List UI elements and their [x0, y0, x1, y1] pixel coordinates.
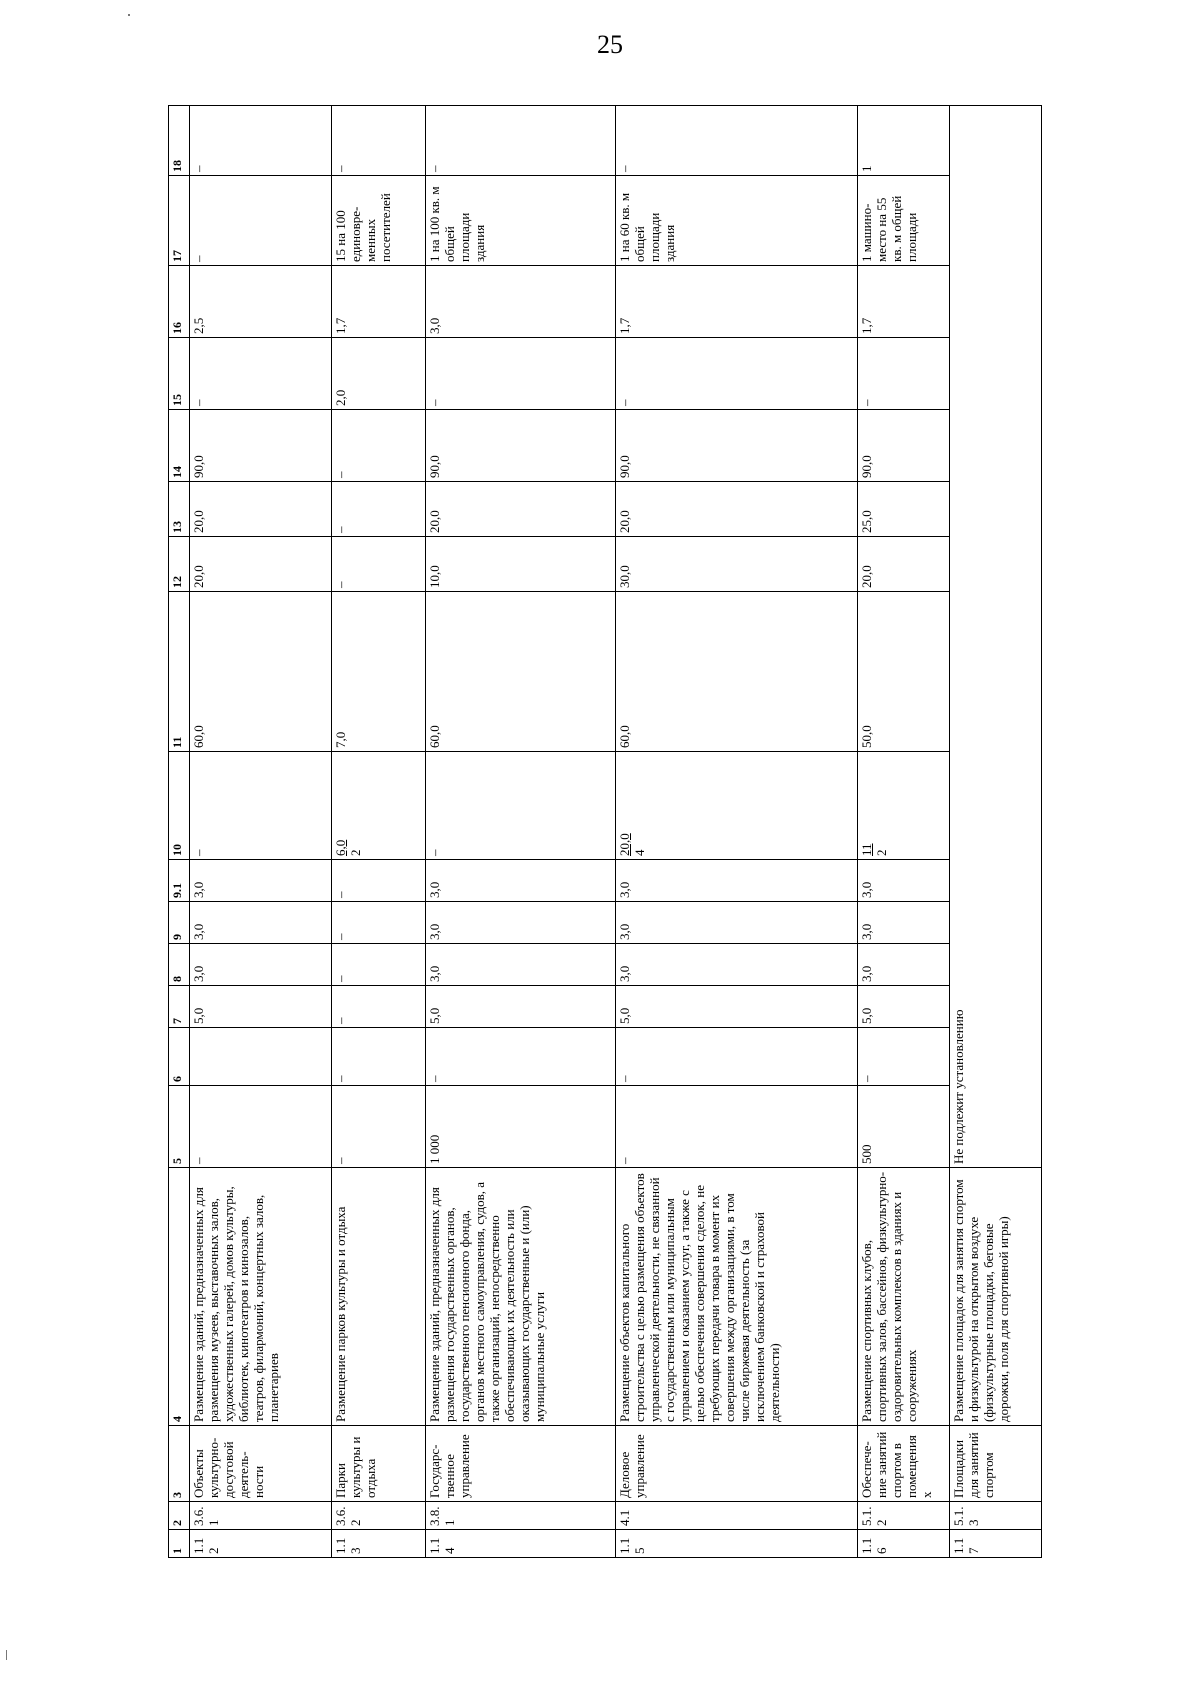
cell-col-14: 90,0: [616, 410, 858, 482]
cell-col-8: 3,0: [858, 944, 950, 986]
row-number: 1.16: [858, 1530, 950, 1558]
cell-col-8: 3,0: [616, 944, 858, 986]
cell-col-9-1: 3,0: [426, 860, 616, 902]
table-row: [426, 106, 616, 1558]
cell-col-7: –: [332, 986, 426, 1028]
cell-col-9: 3,0: [616, 902, 858, 944]
column-header: 18: [169, 106, 190, 176]
cell-col-10: [858, 752, 950, 860]
cell-col-9-1: 3,0: [616, 860, 858, 902]
column-header: 12: [169, 537, 190, 592]
column-header: 5: [169, 1086, 190, 1168]
cell-col-6: –: [858, 1028, 950, 1086]
cell-col-18: –: [190, 106, 332, 176]
cell-col-10-top: 6,0: [333, 839, 348, 856]
cell-col-9-1: 3,0: [190, 860, 332, 902]
table-row: [950, 106, 1042, 1558]
cell-col-14: –: [332, 410, 426, 482]
cell-col-12: 30,0: [616, 537, 858, 592]
cell-col-15: –: [426, 338, 616, 410]
column-header: 16: [169, 266, 190, 338]
cell-col-6: –: [332, 1028, 426, 1086]
cell-col-10-top: –: [427, 849, 442, 856]
table-row: [858, 106, 950, 1558]
cell-col-18: –: [616, 106, 858, 176]
rotated-table-container: [168, 106, 1098, 1558]
row-number: 1.14: [426, 1530, 616, 1558]
use-name: Парки культуры и отдыха: [332, 1426, 426, 1502]
cell-col-11: 60,0: [426, 592, 616, 752]
cell-col-9: –: [332, 902, 426, 944]
cell-col-8: 3,0: [190, 944, 332, 986]
cell-col-17: –: [190, 176, 332, 266]
table-row: [616, 106, 858, 1558]
cell-col-10-top: 11: [859, 843, 874, 856]
cell-col-17: 1 машино-место на 55 кв. м общей площади: [858, 176, 950, 266]
use-description: Размещение спортивных клубов, спортивных залов, бассейнов, физкультурно-оздоровительных комплексов в зданиях и сооружениях: [858, 1168, 950, 1426]
column-header: 3: [169, 1426, 190, 1502]
cell-col-14: 90,0: [190, 410, 332, 482]
cell-col-18: –: [332, 106, 426, 176]
regulations-table: [168, 105, 1042, 1558]
cell-col-8: –: [332, 944, 426, 986]
cell-col-11: 7,0: [332, 592, 426, 752]
row-number: 1.15: [616, 1530, 858, 1558]
cell-col-7: 5,0: [616, 986, 858, 1028]
cell-col-7: 5,0: [190, 986, 332, 1028]
cell-col-10-top: 20,0: [617, 833, 632, 856]
use-name: Объекты культурно-досуговой деятель-ности: [190, 1426, 332, 1502]
cell-col-17: 15 на 100 единовре-менных посетителей: [332, 176, 426, 266]
cell-col-5: –: [332, 1086, 426, 1168]
cell-col-12: 20,0: [190, 537, 332, 592]
zone-code: 5.1.2: [858, 1502, 950, 1530]
cell-col-16: 2,5: [190, 266, 332, 338]
cell-col-10-bottom: 2: [348, 849, 363, 856]
cell-col-5: 500: [858, 1086, 950, 1168]
cell-col-11: 60,0: [616, 592, 858, 752]
zone-code: 3.6.1: [190, 1502, 332, 1530]
column-header: 9: [169, 902, 190, 944]
row-number: 1.12: [190, 1530, 332, 1558]
cell-col-5: 1 000: [426, 1086, 616, 1168]
cell-col-6: –: [616, 1028, 858, 1086]
zone-code: 5.1.3: [950, 1502, 1042, 1530]
cell-col-15: –: [858, 338, 950, 410]
column-header: 6: [169, 1028, 190, 1086]
column-header: 2: [169, 1502, 190, 1530]
cell-col-12: –: [332, 537, 426, 592]
column-header: 10: [169, 752, 190, 860]
cell-col-16: 3,0: [426, 266, 616, 338]
cell-col-7: 5,0: [426, 986, 616, 1028]
cell-col-17: 1 на 100 кв. м общей площади здания: [426, 176, 616, 266]
column-header: 11: [169, 592, 190, 752]
cell-col-5: –: [190, 1086, 332, 1168]
use-name: Деловое управление: [616, 1426, 858, 1502]
page-number: 25: [597, 30, 623, 59]
column-header: 9.1: [169, 860, 190, 902]
cell-col-10: [616, 752, 858, 860]
column-header: 7: [169, 986, 190, 1028]
zone-code: 4.1: [616, 1502, 858, 1530]
use-name: Обеспече-ние занятий спортом в помещениях: [858, 1426, 950, 1502]
cell-col-10: [332, 752, 426, 860]
cell-col-17: 1 на 60 кв. м общей площади здания: [616, 176, 858, 266]
use-name: Площадки для занятий спортом: [950, 1426, 1042, 1502]
row-number: 1.17: [950, 1530, 1042, 1558]
cell-col-10-top: –: [191, 849, 206, 856]
column-header: 1: [169, 1530, 190, 1558]
cell-col-13: 25,0: [858, 482, 950, 537]
use-description: Размещение парков культуры и отдыха: [332, 1168, 426, 1426]
use-description: Размещение объектов капитального строительства с целью размещения объектов управленческой деятельности, не связанной с государственным или муниципальным управлением и оказанием услуг, а также с целью обеспечения совершения сделок, не требующих передачи товара в момент их совершения между организациями, в том числе биржевая деятельность (за исключением банковской и страховой деятельности): [616, 1168, 858, 1426]
cell-col-13: 20,0: [190, 482, 332, 537]
cell-col-16: 1,7: [616, 266, 858, 338]
cell-col-14: 90,0: [858, 410, 950, 482]
cell-col-18: –: [426, 106, 616, 176]
cell-col-12: 20,0: [858, 537, 950, 592]
cell-col-9-1: –: [332, 860, 426, 902]
column-header: 13: [169, 482, 190, 537]
column-header: 17: [169, 176, 190, 266]
scan-speck: [6, 1650, 7, 1660]
column-header: 8: [169, 944, 190, 986]
column-header: 15: [169, 338, 190, 410]
cell-col-15: 2,0: [332, 338, 426, 410]
cell-col-10: [426, 752, 616, 860]
cell-col-8: 3,0: [426, 944, 616, 986]
use-description: Размещение зданий, предназначенных для размещения музеев, выставочных залов, художественных галерей, домов культуры, библиотек, кинотеатров и кинозалов, театров, филармоний, концертных залов, планетариев: [190, 1168, 332, 1426]
cell-col-13: 20,0: [616, 482, 858, 537]
cell-col-13: –: [332, 482, 426, 537]
cell-col-12: 10,0: [426, 537, 616, 592]
cell-col-11: 50,0: [858, 592, 950, 752]
cell-col-16: 1,7: [858, 266, 950, 338]
cell-col-10-bottom: 4: [632, 849, 647, 856]
cell-col-11: 60,0: [190, 592, 332, 752]
table-row: [190, 106, 332, 1558]
cell-col-15: –: [190, 338, 332, 410]
scan-speck: [128, 14, 130, 16]
cell-col-7: 5,0: [858, 986, 950, 1028]
table-header-row: [169, 106, 190, 1558]
cell-col-9: 3,0: [190, 902, 332, 944]
cell-col-13: 20,0: [426, 482, 616, 537]
cell-col-6: [190, 1028, 332, 1086]
zone-code: 3.8.1: [426, 1502, 616, 1530]
cell-col-10-bottom: 2: [874, 849, 889, 856]
cell-col-9-1: 3,0: [858, 860, 950, 902]
column-header: 14: [169, 410, 190, 482]
column-header: 4: [169, 1168, 190, 1426]
not-subject-to-establishment: Не подлежит установлению: [950, 106, 1042, 1168]
cell-col-9: 3,0: [858, 902, 950, 944]
row-number: 1.13: [332, 1530, 426, 1558]
cell-col-5: –: [616, 1086, 858, 1168]
cell-col-10: [190, 752, 332, 860]
cell-col-6: –: [426, 1028, 616, 1086]
use-name: Государс-твенное управление: [426, 1426, 616, 1502]
cell-col-15: –: [616, 338, 858, 410]
use-description: Размещение зданий, предназначенных для размещения государственных органов, государственного пенсионного фонда, органов местного самоуправления, судов, а также организаций, непосредственно обеспечивающих их деятельность или оказывающих государственные и (или) муниципальные услуги: [426, 1168, 616, 1426]
cell-col-14: 90,0: [426, 410, 616, 482]
zone-code: 3.6.2: [332, 1502, 426, 1530]
use-description: Размещение площадок для занятия спортом и физкультурой на открытом воздухе (физкультурные площадки, беговые дорожки, поля для спортивной игры): [950, 1168, 1042, 1426]
cell-col-9: 3,0: [426, 902, 616, 944]
table-row: [332, 106, 426, 1558]
cell-col-18: 1: [858, 106, 950, 176]
cell-col-16: 1,7: [332, 266, 426, 338]
